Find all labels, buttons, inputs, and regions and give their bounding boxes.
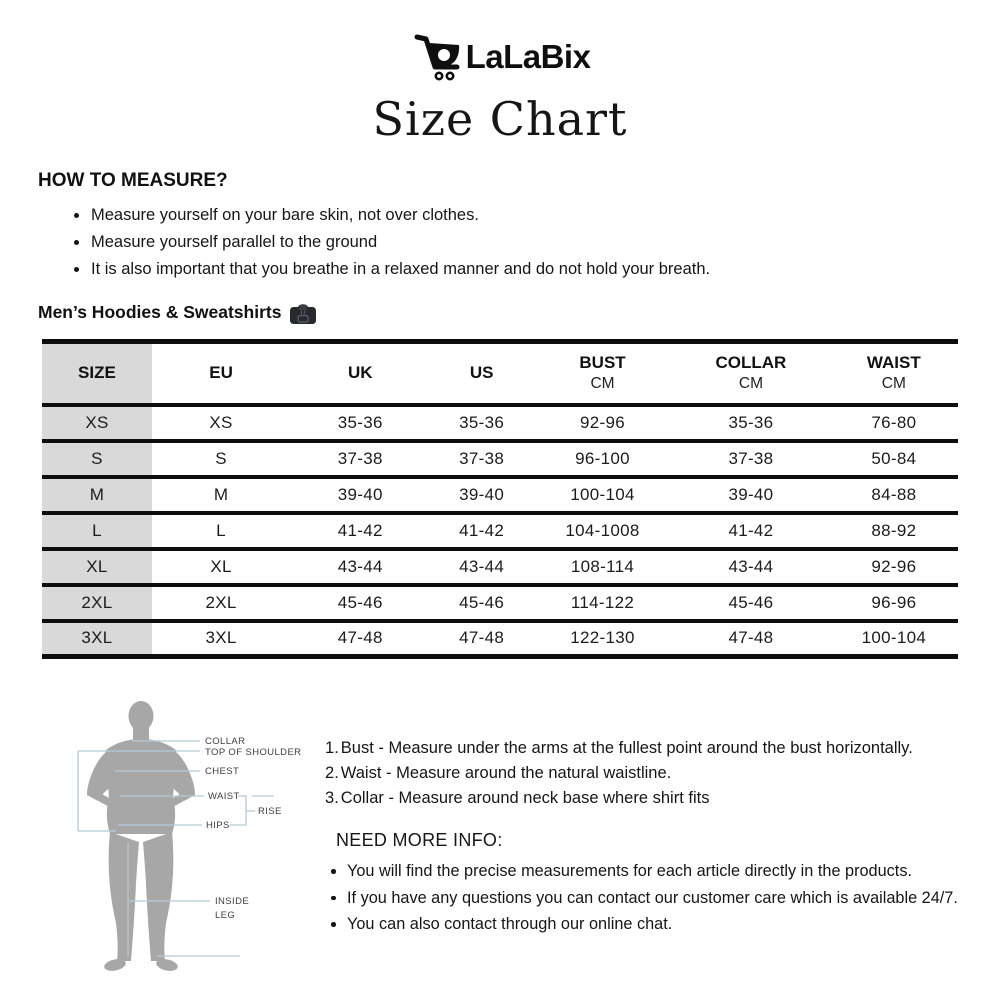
table-cell: 37-38 xyxy=(290,441,430,477)
table-cell: 92-96 xyxy=(533,405,672,441)
rise-label: RISE xyxy=(258,806,282,817)
table-cell: 96-96 xyxy=(830,585,958,621)
table-cell: 104-1008 xyxy=(533,513,672,549)
page-title: Size Chart xyxy=(372,92,628,146)
list-item: Measure yourself on your bare skin, not over clothes. xyxy=(70,202,710,229)
shopping-cart-icon xyxy=(410,30,464,84)
waist-label: WAIST xyxy=(208,791,240,802)
table-cell: 47-48 xyxy=(728,628,774,648)
table-cell: 88-92 xyxy=(830,513,958,549)
table-cell: 37-38 xyxy=(430,441,533,477)
list-item: You can also contact through our online chat. xyxy=(325,912,970,937)
table-cell: 3XL xyxy=(205,628,237,648)
table-cell: 41-42 xyxy=(290,513,430,549)
measure-notes-list xyxy=(325,736,975,811)
chest-label: CHEST xyxy=(205,766,240,777)
need-more-info-heading: NEED MORE INFO: xyxy=(336,830,503,850)
table-header-row xyxy=(42,342,958,405)
table-cell: 39-40 xyxy=(672,477,830,513)
table-cell: 47-48 xyxy=(337,628,383,648)
list-item: Waist - Measure around the natural waistline. xyxy=(340,764,672,782)
column-header-waist: WAIST CM xyxy=(830,342,958,405)
brand-name: LaLaBix xyxy=(465,38,591,75)
table-cell: 43-44 xyxy=(672,549,830,585)
logo xyxy=(0,30,1000,84)
male-silhouette xyxy=(87,701,195,973)
table-cell: M xyxy=(152,477,290,513)
list-item: It is also important that you breathe in a relaxed manner and do not hold your breath. xyxy=(70,256,710,283)
table-cell: 100-104 xyxy=(533,477,672,513)
table-cell: 35-36 xyxy=(430,405,533,441)
inside-leg-label: INSIDE xyxy=(215,896,250,907)
table-cell: L xyxy=(152,513,290,549)
table-cell: 2XL xyxy=(152,585,290,621)
size-cell: 3XL xyxy=(42,621,152,657)
size-cell: L xyxy=(42,513,152,549)
table-cell: 45-46 xyxy=(290,585,430,621)
hoodie-icon xyxy=(288,299,318,326)
column-header-eu: EU xyxy=(152,342,290,405)
table-cell: 114-122 xyxy=(533,585,672,621)
how-to-measure-list xyxy=(70,202,710,283)
unit-label: CM xyxy=(738,375,763,393)
table-cell: 41-42 xyxy=(672,513,830,549)
table-cell: 45-46 xyxy=(672,585,830,621)
list-item: Bust - Measure under the arms at the fullest point around the bust horizontally. xyxy=(340,739,913,757)
unit-label: CM xyxy=(590,375,615,393)
table-row xyxy=(42,621,958,657)
column-header-us: US xyxy=(430,342,533,405)
column-header-bust: BUST CM xyxy=(533,342,672,405)
table-cell: 100-104 xyxy=(861,628,927,648)
table-row xyxy=(42,405,958,441)
size-cell: M xyxy=(42,477,152,513)
table-cell: 84-88 xyxy=(830,477,958,513)
table-cell: XL xyxy=(152,549,290,585)
top-of-shoulder-label: TOP OF SHOULDER xyxy=(205,747,302,758)
column-header-collar: COLLAR CM xyxy=(672,342,830,405)
size-cell: XL xyxy=(42,549,152,585)
unit-label: CM xyxy=(881,375,906,393)
table-cell: 37-38 xyxy=(672,441,830,477)
table-cell: S xyxy=(152,441,290,477)
list-item: Collar - Measure around neck base where shirt fits xyxy=(340,789,710,807)
table-cell: 45-46 xyxy=(430,585,533,621)
table-cell: 92-96 xyxy=(830,549,958,585)
table-cell: XS xyxy=(152,405,290,441)
size-table-grid xyxy=(42,339,958,659)
table-row xyxy=(42,441,958,477)
list-item: Measure yourself parallel to the ground xyxy=(70,229,710,256)
table-cell: 39-40 xyxy=(430,477,533,513)
table-cell: 96-100 xyxy=(533,441,672,477)
size-cell: S xyxy=(42,441,152,477)
table-row xyxy=(42,585,958,621)
table-cell: 41-42 xyxy=(430,513,533,549)
list-item: You will find the precise measurements for each article directly in the products. xyxy=(325,859,970,884)
size-table xyxy=(42,339,958,659)
table-cell: 50-84 xyxy=(830,441,958,477)
size-cell: 2XL xyxy=(42,585,152,621)
table-cell: 35-36 xyxy=(290,405,430,441)
collar-label: COLLAR xyxy=(205,736,246,747)
table-row xyxy=(42,549,958,585)
table-row xyxy=(42,513,958,549)
table-cell: 35-36 xyxy=(672,405,830,441)
table-cell: 76-80 xyxy=(830,405,958,441)
table-cell: 43-44 xyxy=(430,549,533,585)
table-cell: 108-114 xyxy=(533,549,672,585)
body-measurement-diagram xyxy=(60,698,310,998)
size-cell: XS xyxy=(42,405,152,441)
column-header-size: SIZE xyxy=(42,342,152,405)
table-cell: 47-48 xyxy=(459,628,505,648)
column-header-uk: UK xyxy=(290,342,430,405)
need-more-info-list xyxy=(325,859,970,939)
category-heading xyxy=(38,299,318,326)
table-cell: 122-130 xyxy=(570,628,635,648)
table-cell: 39-40 xyxy=(290,477,430,513)
category-heading-label: Men’s Hoodies & Sweatshirts xyxy=(38,302,282,322)
list-item: If you have any questions you can contact our customer care which is available 24/7. xyxy=(325,886,970,911)
inside-leg-label-2: LEG xyxy=(215,910,236,921)
hips-label: HIPS xyxy=(206,820,230,831)
table-row xyxy=(42,477,958,513)
table-cell: 43-44 xyxy=(290,549,430,585)
how-to-measure-heading: HOW TO MEASURE? xyxy=(38,170,228,191)
